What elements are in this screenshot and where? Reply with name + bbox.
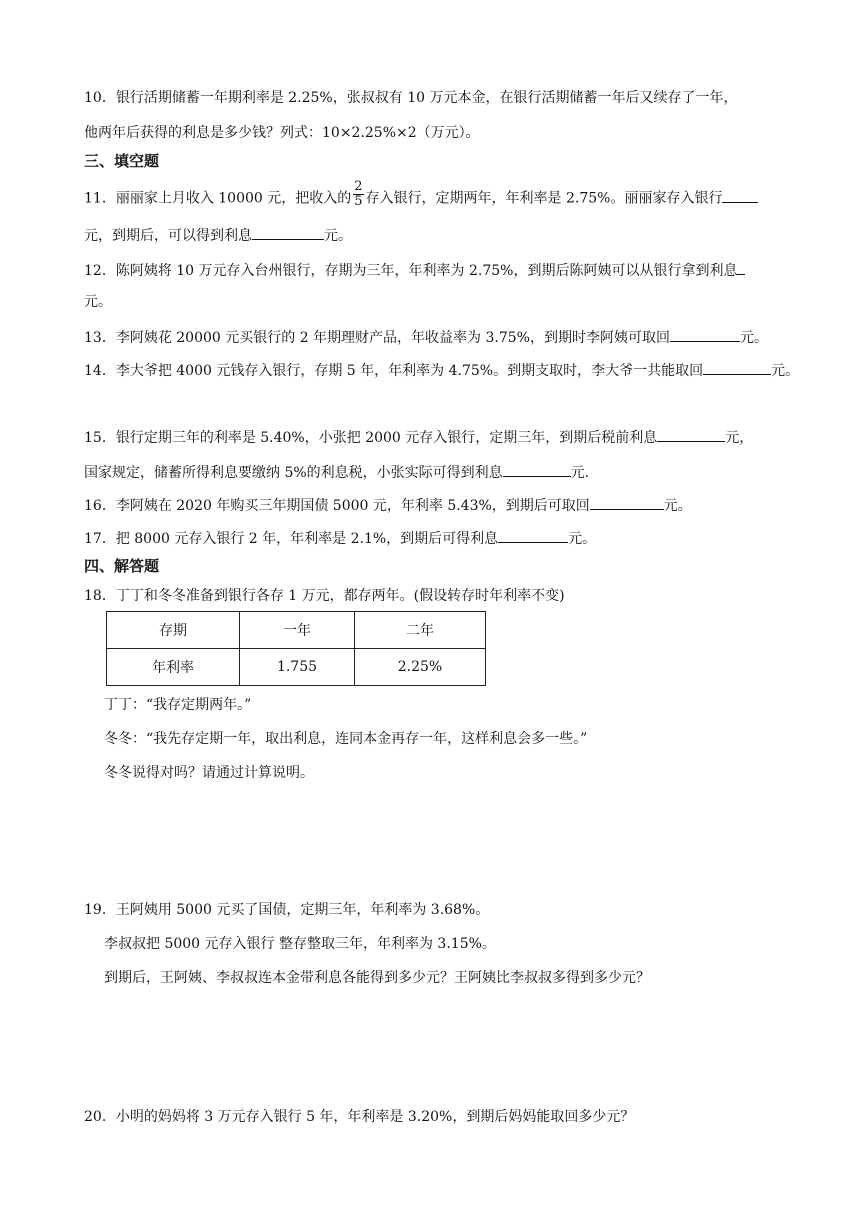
q16-text-post: 元。	[663, 498, 692, 514]
q13-text-pre: 13．李阿姨花 20000 元买银行的 2 年期理财产品，年收益率为 3.75%，到期时李阿姨可取回	[84, 330, 670, 346]
answer-blank[interactable]	[657, 427, 725, 442]
q10-line-1: 10．银行活期储蓄一年期利率是 2.25%，张叔叔有 10 万元本金，在银行活期储蓄一年后又续存了一年，	[84, 90, 738, 106]
fraction-two-fifths	[353, 180, 363, 209]
q11-text-pre: 11．丽丽家上月收入 10000 元，把收入的	[84, 190, 352, 207]
q15-line-2	[84, 462, 589, 483]
q19-line-2: 李叔叔把 5000 元存入银行 整存整取三年，年利率为 3.15%。	[104, 936, 496, 952]
q15-text-line2-post: 元.	[570, 465, 590, 481]
table-cell: 1.755	[240, 649, 355, 686]
table-cell: 二年	[355, 612, 486, 649]
fraction-denominator: 5	[354, 194, 363, 209]
q19-line-1: 19．王阿姨用 5000 元买了国债，定期三年，年利率为 3.68%。	[84, 902, 490, 918]
section-heading-fill-in: 三、填空题	[84, 152, 160, 170]
q18-line-2: 冬冬：“我先存定期一年，取出利息，连同本金再存一年，这样利息会多一些。”	[104, 731, 588, 747]
answer-blank[interactable]	[703, 360, 771, 375]
q20-line-1: 20．小明的妈妈将 3 万元存入银行 5 年，年利率是 3.20%，到期后妈妈能取回多少元？	[84, 1109, 635, 1125]
answer-blank[interactable]	[722, 188, 758, 203]
q15-text-line2-pre: 国家规定，储蓄所得利息要缴纳 5%的利息税，小张实际可得到利息	[84, 465, 503, 481]
q12-text: 12．陈阿姨将 10 万元存入台州银行，存期为三年，年利率为 2.75%，到期后陈阿姨可以从银行拿到利息	[84, 263, 738, 279]
q14-text-post: 元。	[771, 363, 800, 379]
q18-line-3: 冬冬说得对吗？请通过计算说明。	[104, 765, 314, 781]
table-cell: 存期	[107, 612, 240, 649]
q17-text-post: 元。	[568, 531, 597, 547]
q17-line	[84, 528, 596, 549]
q15-line-1	[84, 427, 753, 448]
q15-text-post: 元，	[725, 430, 754, 446]
answer-blank[interactable]	[498, 528, 568, 543]
q18-intro: 18．丁丁和冬冬准备到银行各存 1 万元，都存两年。(假设转存时年利率不变)	[84, 588, 565, 604]
q18-line-1: 丁丁：“我存定期两年。”	[104, 697, 252, 713]
interest-rate-table	[106, 611, 486, 686]
q11-text-b: 元。	[324, 228, 352, 244]
answer-blank[interactable]	[670, 327, 740, 342]
q11-line-2	[84, 225, 352, 246]
q11-text-post: 存入银行，定期两年，年利率是 2.75%。丽丽家存入银行	[365, 190, 723, 207]
table-cell: 一年	[240, 612, 355, 649]
table-row	[107, 612, 486, 649]
q10-line-2: 他两年后获得的利息是多少钱？列式：10×2.25%×2（万元）。	[84, 125, 480, 141]
q19-line-3: 到期后，王阿姨、李叔叔连本金带利息各能得到多少元？王阿姨比李叔叔多得到多少元？	[104, 970, 650, 986]
table-cell: 2.25%	[355, 649, 486, 686]
table-row	[107, 649, 486, 686]
answer-blank[interactable]	[590, 495, 664, 510]
q17-text-pre: 17．把 8000 元存入银行 2 年，年利率是 2.1%，到期后可得利息	[84, 531, 499, 547]
section-heading-answer: 四、解答题	[84, 557, 160, 575]
q13-line	[84, 327, 768, 348]
answer-blank[interactable]	[252, 225, 324, 240]
q12-line-2: 元。	[84, 294, 112, 310]
q12-line-1	[84, 260, 745, 281]
q11-line-1	[84, 179, 758, 213]
q15-text-pre: 15．银行定期三年的利率是 5.40%，小张把 2000 元存入银行，定期三年，到期后税前利息	[84, 430, 658, 446]
q14-line	[84, 360, 799, 381]
q13-text-post: 元。	[739, 330, 768, 346]
table-cell: 年利率	[107, 649, 240, 686]
q11-text-a: 元，到期后，可以得到利息	[84, 228, 252, 244]
fraction-numerator: 2	[354, 179, 363, 194]
q16-text-pre: 16．李阿姨在 2020 年购买三年期国债 5000 元，年利率 5.43%，到期后可取回	[84, 498, 590, 514]
q16-line	[84, 495, 692, 516]
answer-blank[interactable]	[503, 462, 571, 477]
q14-text-pre: 14．李大爷把 4000 元钱存入银行，存期 5 年，年利率为 4.75%。到期支取时，李大爷一共能取回	[84, 363, 704, 379]
answer-blank[interactable]	[737, 260, 745, 275]
